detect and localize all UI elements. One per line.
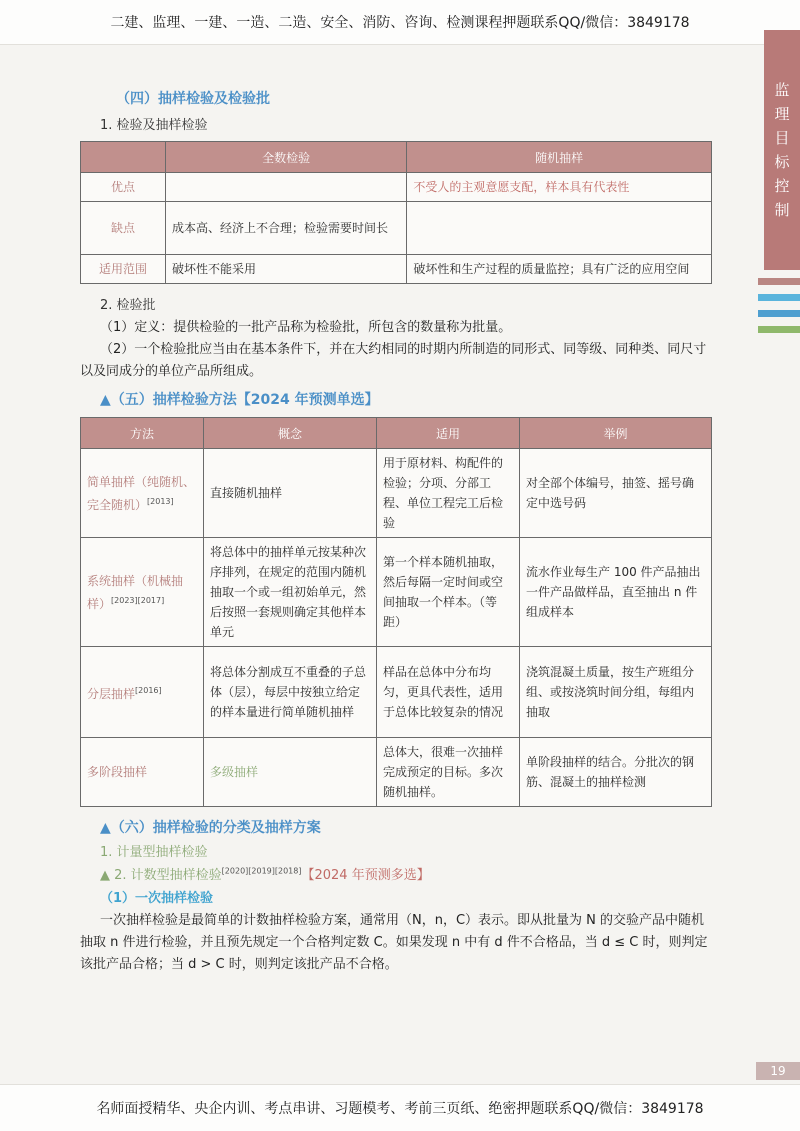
sampling-method-table — [80, 417, 712, 807]
method-cell — [81, 647, 204, 738]
side-tab-char: 标 — [774, 153, 790, 171]
col-header-random: 随机抽样 — [407, 142, 712, 173]
apply-cell: 用于原材料、构配件的检验；分项、分部工程、单位工程完工后检验 — [377, 449, 520, 538]
row-label: 缺点 — [81, 202, 166, 255]
table-row — [81, 255, 712, 284]
table-row — [81, 449, 712, 538]
section6-item2 — [100, 864, 712, 883]
col-header: 方法 — [81, 418, 204, 449]
method-cell — [81, 538, 204, 647]
batch-para: （2）一个检验批应当由在基本条件下，并在大约相同的时期内所制造的同形式、同等级、同种类、同尺寸以及同成分的单位产品所组成。 — [80, 342, 707, 379]
cell: 破坏性不能采用 — [166, 255, 407, 284]
example-cell: 流水作业每生产 100 件产品抽出一件产品做样品，直至抽出 n 件组成样本 — [520, 538, 712, 647]
definition-para: （1）定义：提供检验的一批产品称为检验批，所包含的数量称为批量。 — [100, 320, 512, 335]
table-row — [81, 738, 712, 807]
method-name: 多阶段抽样 — [87, 765, 148, 779]
table-corner — [81, 142, 166, 173]
section4-sub1: 1. 检验及抽样检验 — [100, 118, 208, 133]
table-row — [81, 538, 712, 647]
apply-cell: 第一个样本随机抽取，然后每隔一定时间或空间抽取一个样本。（等距） — [377, 538, 520, 647]
concept-cell: 多级抽样 — [204, 738, 377, 807]
side-tab-char: 监 — [774, 81, 790, 99]
example-cell: 单阶段抽样的结合。分批次的钢筋、混凝土的抽样检测 — [520, 738, 712, 807]
section4-title: （四）抽样检验及检验批 — [116, 91, 270, 107]
side-stripe — [758, 278, 800, 285]
method-cell — [81, 738, 204, 807]
side-tab-char: 控 — [774, 177, 790, 195]
table-row — [81, 173, 712, 202]
side-stripe — [758, 294, 800, 301]
method-name: 系统抽样（机械抽样） — [87, 573, 184, 611]
exam-year: [2020][2019][2018] — [221, 866, 302, 876]
table-row — [81, 202, 712, 255]
cell — [407, 202, 712, 255]
side-tab-char: 目 — [774, 129, 790, 147]
side-stripe — [758, 326, 800, 333]
item2-text: ▲ 2. 计数型抽样检验 — [100, 868, 222, 883]
method-cell — [81, 449, 204, 538]
side-stripe — [758, 310, 800, 317]
section6-title: ▲（六）抽样检验的分类及抽样方案 — [100, 820, 321, 836]
main-content — [80, 88, 712, 976]
section6-item1: 1. 计量型抽样检验 — [100, 845, 208, 860]
col-header-full: 全数检验 — [166, 142, 407, 173]
side-tab-char: 理 — [774, 105, 790, 123]
row-label: 优点 — [81, 173, 166, 202]
section6-sub: （1）一次抽样检验 — [100, 891, 214, 906]
col-header: 概念 — [204, 418, 377, 449]
concept-cell: 直接随机抽样 — [204, 449, 377, 538]
cell: 成本高、经济上不合理；检验需要时间长 — [166, 202, 407, 255]
cell — [166, 173, 407, 202]
exam-year: [2023][2017] — [111, 595, 165, 605]
side-tab-char: 制 — [774, 201, 790, 219]
page-footer: 名师面授精华、央企内训、考点串讲、习题模考、考前三页纸、绝密押题联系QQ/微信：3849178 — [0, 1084, 800, 1131]
section6-body: 一次抽样检验是最简单的计数抽样检验方案，通常用（N，n，C）表示。即从批量为 N 的交验产品中随机抽取 n 件进行检验，并且预先规定一个合格判定数 C。如果发现 n 中有 d 件不合格品，当 d ≤ C 时，则判定该批产品合格；当 d > C 时，则判定该批产品不合格。 — [80, 913, 708, 972]
cell: 破坏性和生产过程的质量监控；具有广泛的应用空间 — [407, 255, 712, 284]
page-header: 二建、监理、一建、一造、二造、安全、消防、咨询、检测课程押题联系QQ/微信：3849178 — [0, 0, 800, 45]
apply-cell: 总体大，很难一次抽样完成预定的目标。多次随机抽样。 — [377, 738, 520, 807]
example-cell: 浇筑混凝土质量，按生产班组分组、或按浇筑时间分组，每组内抽取 — [520, 647, 712, 738]
section4-sub2: 2. 检验批 — [100, 298, 156, 313]
exam-year: [2016] — [135, 685, 162, 695]
side-chapter-tab — [764, 30, 800, 270]
page-number: 19 — [756, 1062, 800, 1080]
inspection-compare-table — [80, 141, 712, 284]
table-row — [81, 647, 712, 738]
concept-cell: 将总体分割成互不重叠的子总体（层），每层中按独立给定的样本量进行简单随机抽样 — [204, 647, 377, 738]
exam-year: [2013] — [147, 496, 174, 506]
cell: 不受人的主观意愿支配，样本具有代表性 — [407, 173, 712, 202]
method-name: 分层抽样 — [87, 686, 136, 701]
method-name: 简单抽样（纯随机、完全随机） — [87, 474, 196, 512]
example-cell: 对全部个体编号，抽签、摇号确定中选号码 — [520, 449, 712, 538]
apply-cell: 样品在总体中分布均匀，更具代表性，适用于总体比较复杂的情况 — [377, 647, 520, 738]
col-header: 举例 — [520, 418, 712, 449]
col-header: 适用 — [377, 418, 520, 449]
item2-tag: 【2024 年预测多选】 — [301, 868, 430, 883]
row-label: 适用范围 — [81, 255, 166, 284]
section5-title: ▲（五）抽样检验方法【2024 年预测单选】 — [100, 392, 379, 408]
concept-cell: 将总体中的抽样单元按某种次序排列，在规定的范围内随机抽取一个或一组初始单元，然后按照一套规则确定其他样本单元 — [204, 538, 377, 647]
